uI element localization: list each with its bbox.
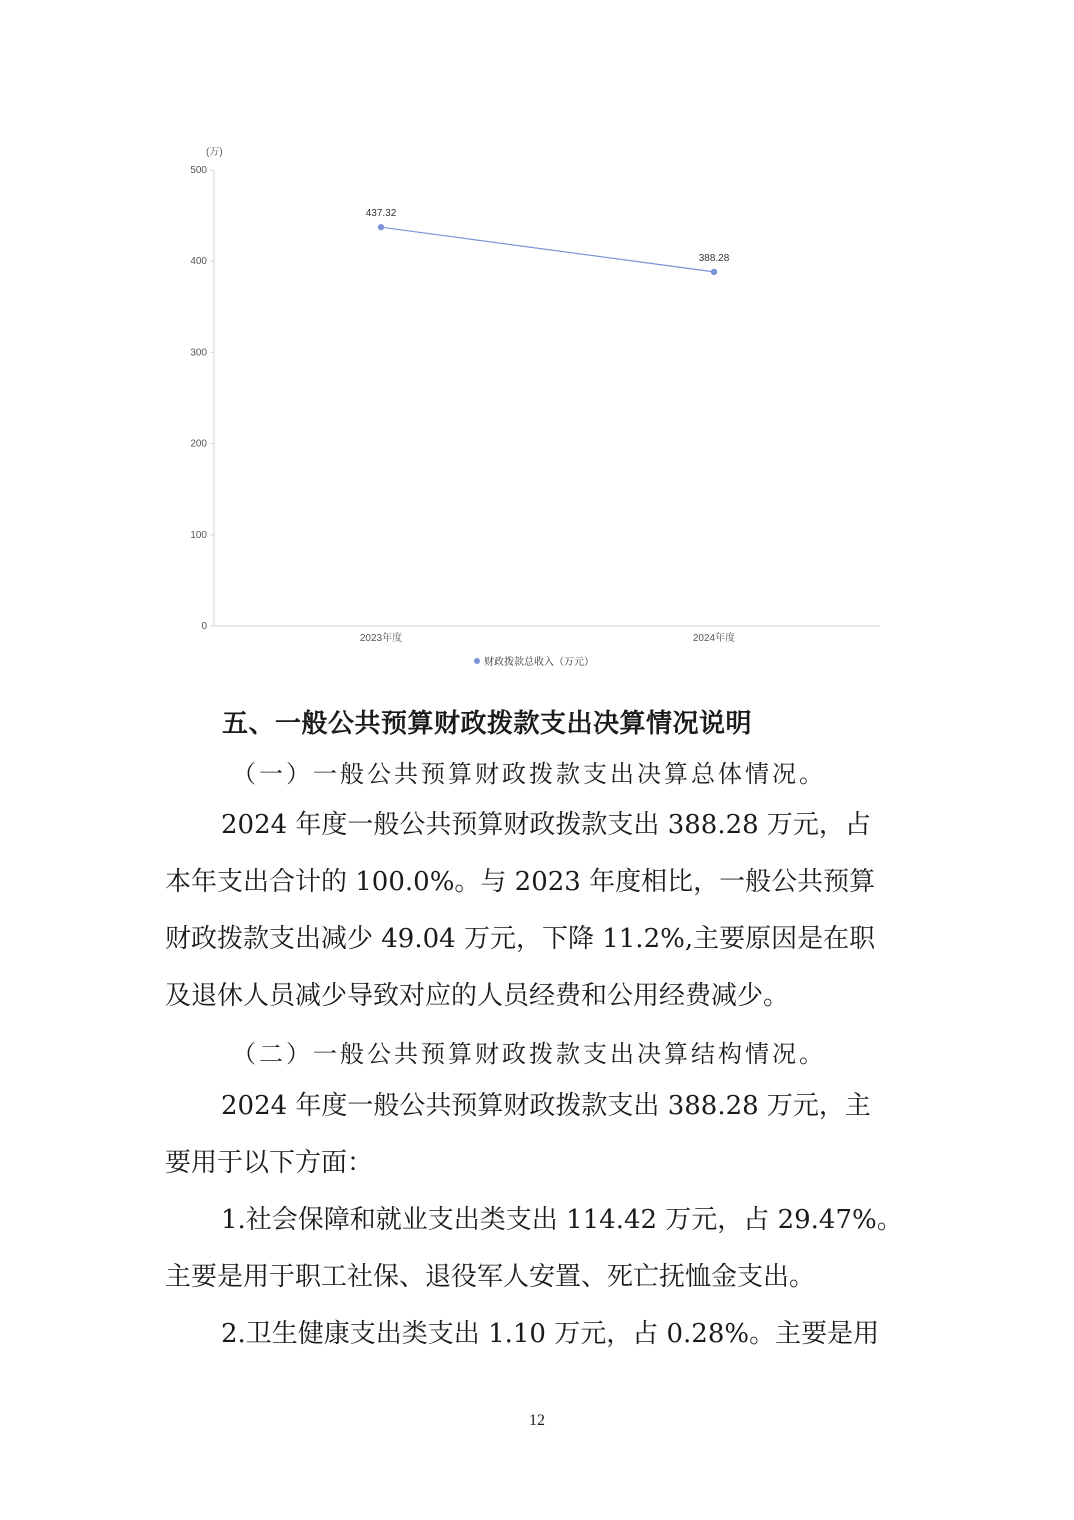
- series-line: [381, 227, 714, 272]
- legend-marker: [474, 658, 480, 664]
- paragraph-line: 财政拨款支出减少 49.04 万元，下降 11.2%,主要原因是在职: [165, 924, 876, 954]
- y-tick-label: 100: [190, 529, 207, 541]
- y-tick-label: 200: [190, 438, 207, 450]
- section-heading: 五、一般公共预算财政拨款支出决算情况说明: [222, 709, 753, 739]
- legend: [474, 655, 594, 668]
- data-label: 437.32: [365, 208, 397, 220]
- paragraph-line: 及退休人员减少导致对应的人员经费和公用经费减少。: [165, 981, 790, 1011]
- data-point: [378, 224, 384, 230]
- paragraph-line: 主要是用于职工社保、退役军人安置、死亡抚恤金支出。: [165, 1262, 816, 1292]
- y-tick-label: 0: [201, 621, 207, 632]
- data-label: 388.28: [698, 252, 730, 264]
- paragraph-line: 2024 年度一般公共预算财政拨款支出 388.28 万元，占: [221, 810, 871, 840]
- line-chart: [0, 0, 1074, 690]
- paragraph-line: 要用于以下方面：: [165, 1148, 374, 1178]
- paragraph-overall: [165, 797, 925, 1025]
- y-tick-label: 400: [190, 256, 207, 268]
- paragraph-line: 本年支出合计的 100.0%。与 2023 年度相比，一般公共预算: [165, 867, 876, 897]
- paragraph-line: 1.社会保障和就业支出类支出 114.42 万元，占 29.47%。: [221, 1205, 903, 1235]
- page-number: 12: [529, 1412, 545, 1429]
- subsection-title-structure: （二）一般公共预算财政拨款支出决算结构情况。: [232, 1040, 826, 1068]
- paragraph-structure: [165, 1078, 925, 1363]
- legend-label: 财政拨款总收入（万元）: [484, 657, 594, 668]
- y-tick-label: 500: [190, 165, 207, 176]
- y-tick-label: 300: [190, 347, 207, 359]
- x-tick-label: 2024年度: [692, 633, 736, 644]
- paragraph-line: 2.卫生健康支出类支出 1.10 万元，占 0.28%。主要是用: [221, 1319, 880, 1349]
- data-point: [711, 269, 717, 275]
- y-unit-label: (万): [206, 147, 223, 158]
- subsection-title-overall: （一）一般公共预算财政拨款支出决算总体情况。: [232, 760, 826, 788]
- paragraph-line: 2024 年度一般公共预算财政拨款支出 388.28 万元，主: [221, 1091, 871, 1121]
- x-tick-label: 2023年度: [359, 633, 403, 644]
